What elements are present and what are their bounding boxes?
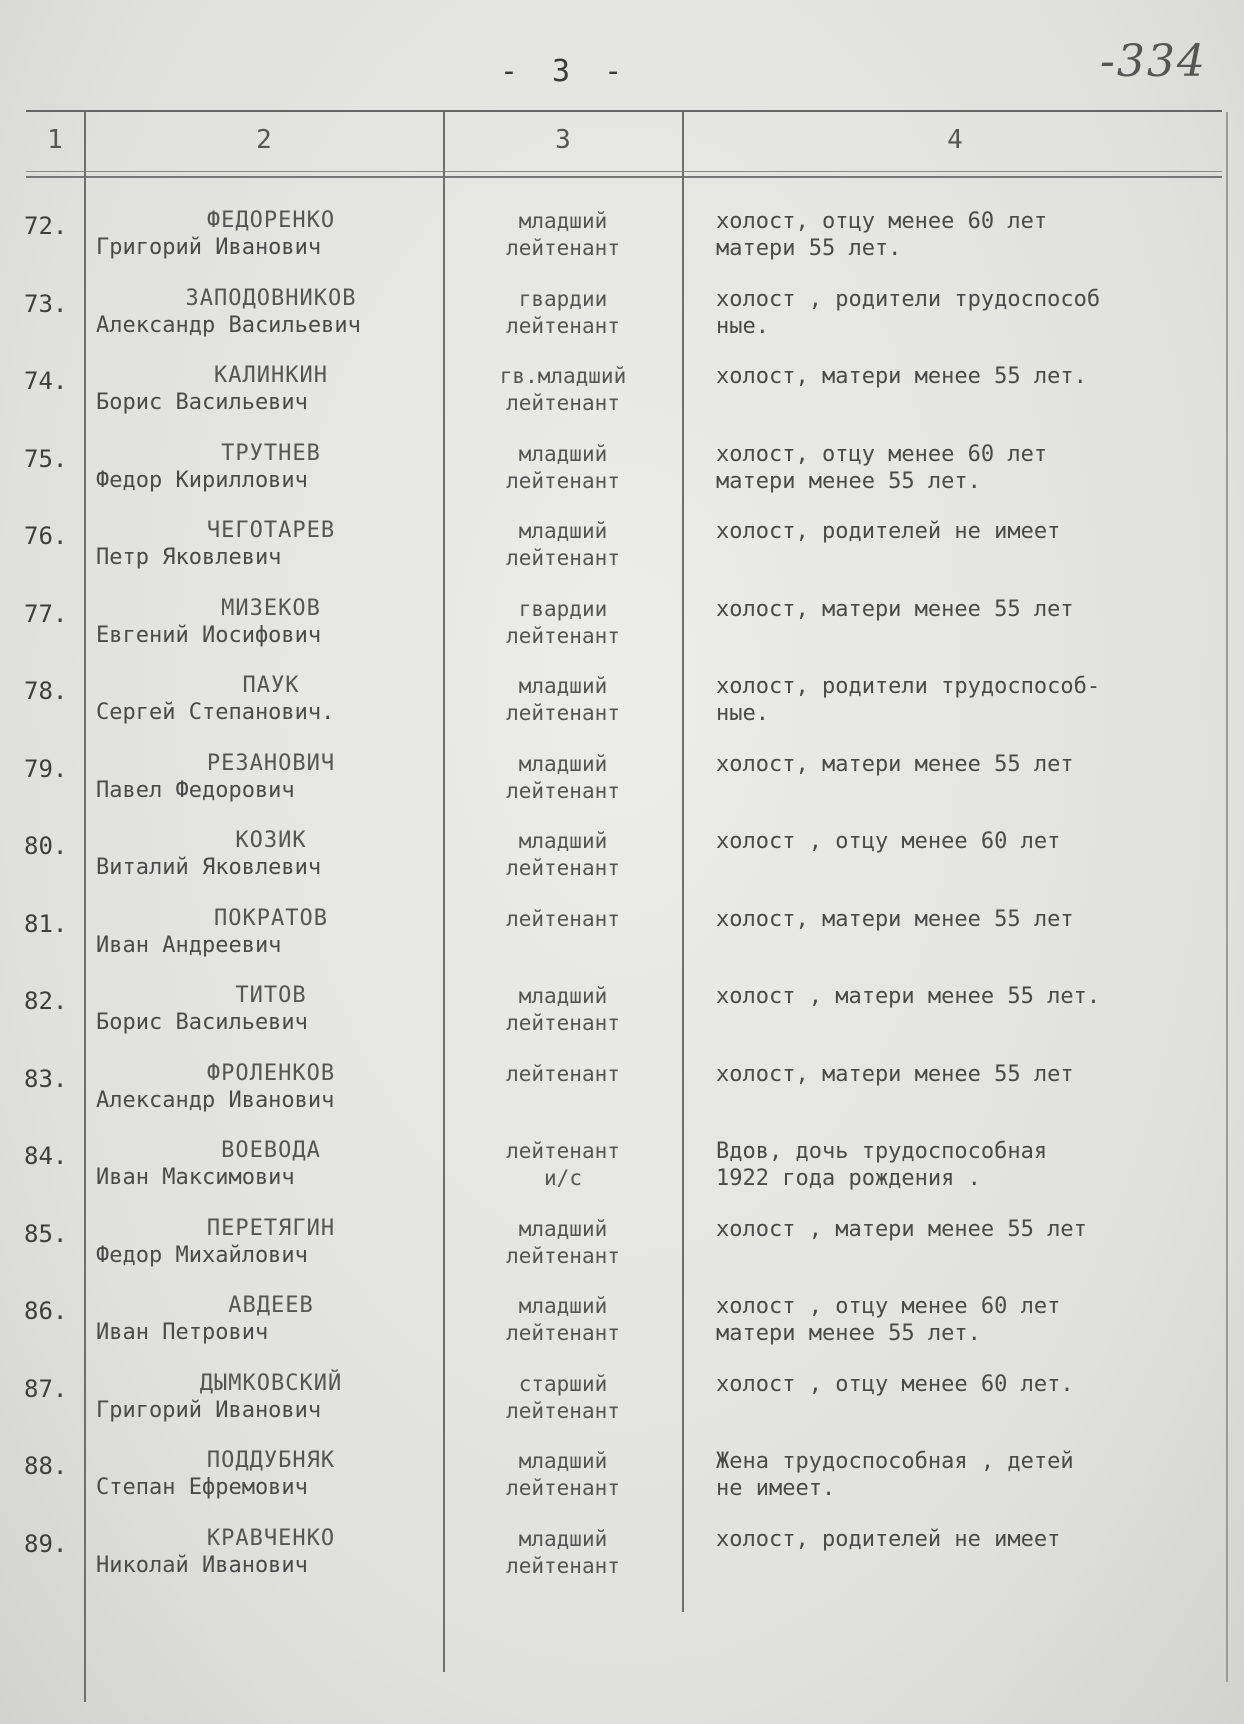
- rank-line: гвардии: [518, 286, 608, 311]
- table-row: [0, 906, 1244, 984]
- row-number: 87.: [24, 1374, 68, 1403]
- rank: [445, 286, 681, 340]
- row-number: 78.: [24, 677, 68, 705]
- table-row: [0, 673, 1244, 751]
- status-line: холост , отцу менее 60 лет: [716, 829, 1061, 854]
- family-status: [716, 286, 1221, 340]
- rank-line: старший: [518, 1371, 608, 1396]
- given-name: Григорий Иванович: [96, 1397, 322, 1423]
- status-line: холост , матери менее 55 лет.: [716, 984, 1101, 1009]
- given-name: Александр Васильевич: [96, 312, 361, 338]
- surname: ЗАПОДОВНИКОВ: [185, 285, 357, 311]
- rank: [445, 906, 681, 933]
- surname: ПОДДУБНЯК: [206, 1448, 336, 1473]
- rank-line: младший: [518, 209, 608, 233]
- row-number: 79.: [24, 754, 68, 783]
- status-line: ные.: [716, 313, 769, 339]
- family-status: [716, 518, 1221, 545]
- rank: [445, 1138, 681, 1192]
- given-name: Виталий Яковлевич: [96, 855, 322, 880]
- rank-line: лейтенант: [506, 1398, 620, 1423]
- rank: [445, 828, 681, 882]
- status-line: холост, отцу менее 60 лет: [716, 441, 1048, 467]
- row-number: 77.: [24, 599, 68, 628]
- given-name: Сергей Степанович.: [96, 700, 335, 725]
- given-name: Евгений Иосифович: [96, 622, 322, 648]
- rank-line: лейтенант: [506, 313, 620, 338]
- status-line: не имеет.: [716, 1476, 836, 1501]
- row-number: 74.: [24, 367, 68, 395]
- family-status: [716, 1061, 1221, 1088]
- table-row: [0, 1526, 1244, 1604]
- status-line: холост, родителей не имеет: [716, 1526, 1061, 1552]
- surname: АВДЕЕВ: [228, 1293, 314, 1318]
- rank-line: лейтенант: [506, 1011, 620, 1035]
- rank: [445, 596, 681, 650]
- surname: ПАУК: [242, 673, 300, 698]
- rank-line: младший: [518, 984, 608, 1008]
- given-name: Иван Петрович: [96, 1320, 269, 1345]
- status-line: Вдов, дочь трудоспособная: [716, 1139, 1048, 1164]
- row-number: 72.: [24, 212, 68, 240]
- rank: [445, 363, 681, 417]
- row-number: 76.: [24, 522, 68, 550]
- family-status: [716, 673, 1221, 727]
- column-header-3: 3: [555, 125, 571, 155]
- rank: [445, 1293, 681, 1347]
- rank-line: младший: [518, 1449, 608, 1473]
- given-name: Федор Михайлович: [96, 1242, 308, 1268]
- row-number: 89.: [24, 1529, 68, 1558]
- rank-line: младший: [518, 519, 608, 543]
- table-row: [0, 596, 1244, 674]
- given-name: Борис Васильевич: [96, 1010, 308, 1035]
- rank-line: лейтенант: [506, 1061, 620, 1086]
- family-status: [716, 751, 1221, 778]
- status-line: матери менее 55 лет.: [716, 1321, 981, 1346]
- surname: МИЗЕКОВ: [221, 595, 321, 621]
- surname: РЕЗАНОВИЧ: [206, 750, 336, 776]
- rank-line: лейтенант: [506, 701, 620, 725]
- surname: ЧЕГОТАРЕВ: [206, 518, 336, 543]
- rank: [445, 673, 681, 727]
- table-row: [0, 828, 1244, 906]
- rank-line: лейтенант: [506, 1321, 620, 1345]
- row-number: 84.: [24, 1142, 68, 1170]
- archive-number: -334: [1100, 36, 1207, 87]
- given-name: Григорий Иванович: [96, 235, 322, 260]
- surname: КРАВЧЕНКО: [206, 1525, 336, 1551]
- row-number: 80.: [24, 832, 68, 860]
- rank: [445, 208, 681, 262]
- given-name: Иван Максимович: [96, 1165, 295, 1190]
- rank-line: младший: [518, 1526, 608, 1551]
- family-status: [716, 363, 1221, 390]
- table-row: [0, 208, 1244, 286]
- rank: [445, 1216, 681, 1270]
- header-rule: [26, 171, 1222, 172]
- rank-line: лейтенант: [506, 236, 620, 260]
- rank: [445, 1371, 681, 1425]
- family-status: [716, 1138, 1221, 1192]
- surname: ДЫМКОВСКИЙ: [199, 1370, 343, 1396]
- personnel-table: [0, 208, 1244, 1603]
- status-line: холост , отцу менее 60 лет.: [716, 1371, 1074, 1397]
- rank-line: младший: [518, 829, 608, 853]
- status-line: матери 55 лет.: [716, 236, 902, 261]
- given-name: Степан Ефремович: [96, 1475, 308, 1500]
- family-status: [716, 906, 1221, 933]
- rank-line: лейтенант: [506, 1243, 620, 1268]
- rank-line: младший: [518, 751, 608, 776]
- status-line: холост, матери менее 55 лет: [716, 1061, 1074, 1087]
- family-status: [716, 1216, 1221, 1243]
- rank: [445, 1061, 681, 1088]
- surname: ФРОЛЕНКОВ: [206, 1060, 336, 1086]
- surname: ТРУТНЕВ: [221, 440, 321, 466]
- rank-line: лейтенант: [506, 546, 620, 570]
- rank-line: лейтенант: [506, 856, 620, 880]
- given-name: Петр Яковлевич: [96, 545, 282, 570]
- status-line: матери менее 55 лет.: [716, 468, 981, 494]
- rank-line: лейтенант: [506, 623, 620, 648]
- header-double-rule: [26, 176, 1222, 178]
- surname: КОЗИК: [235, 828, 307, 853]
- family-status: [716, 208, 1221, 262]
- rank-line: лейтенант: [506, 906, 620, 931]
- given-name: Иван Андреевич: [96, 932, 282, 958]
- table-top-rule: [26, 110, 1222, 112]
- rank-line: младший: [518, 1294, 608, 1318]
- family-status: [716, 1293, 1221, 1347]
- given-name: Николай Иванович: [96, 1552, 308, 1578]
- rank-line: гвардии: [518, 596, 608, 621]
- table-row: [0, 363, 1244, 441]
- surname: КАЛИНКИН: [214, 363, 328, 388]
- page-number: - 3 -: [499, 54, 631, 89]
- rank: [445, 441, 681, 495]
- row-number: 82.: [24, 987, 68, 1015]
- status-line: холост, родители трудоспособ-: [716, 674, 1101, 699]
- rank: [445, 751, 681, 805]
- given-name: Борис Васильевич: [96, 390, 308, 415]
- family-status: [716, 1448, 1221, 1502]
- row-number: 83.: [24, 1064, 68, 1093]
- family-status: [716, 1371, 1221, 1398]
- table-row: [0, 518, 1244, 596]
- row-number: 86.: [24, 1297, 68, 1325]
- status-line: холост, родителей не имеет: [716, 519, 1061, 544]
- table-row: [0, 286, 1244, 364]
- family-status: [716, 828, 1221, 855]
- table-row: [0, 983, 1244, 1061]
- rank: [445, 518, 681, 572]
- table-row: [0, 1138, 1244, 1216]
- rank: [445, 1448, 681, 1502]
- family-status: [716, 441, 1221, 495]
- rank-line: младший: [518, 1216, 608, 1241]
- rank-line: гв.младший: [499, 364, 627, 388]
- row-number: 88.: [24, 1452, 68, 1480]
- surname: ФЕДОРЕНКО: [206, 208, 336, 233]
- status-line: холост, матери менее 55 лет.: [716, 364, 1087, 389]
- column-header-4: 4: [947, 125, 963, 155]
- column-header-2: 2: [256, 125, 272, 155]
- status-line: холост , отцу менее 60 лет: [716, 1294, 1061, 1319]
- family-status: [716, 983, 1221, 1010]
- status-line: Жена трудоспособная , детей: [716, 1449, 1074, 1474]
- rank-line: младший: [518, 441, 608, 466]
- status-line: холост, матери менее 55 лет: [716, 906, 1074, 932]
- table-row: [0, 1448, 1244, 1526]
- rank-line: лейтенант: [506, 391, 620, 415]
- row-number: 85.: [24, 1219, 68, 1248]
- table-row: [0, 441, 1244, 519]
- rank-line: младший: [518, 674, 608, 698]
- status-line: холост, отцу менее 60 лет: [716, 209, 1048, 234]
- table-row: [0, 1293, 1244, 1371]
- given-name: Александр Иванович: [96, 1087, 335, 1113]
- rank-line: лейтенант: [506, 1139, 620, 1163]
- status-line: 1922 года рождения .: [716, 1166, 981, 1191]
- rank-line: лейтенант: [506, 778, 620, 803]
- rank-line: и/с: [544, 1166, 582, 1190]
- family-status: [716, 596, 1221, 623]
- rank-line: лейтенант: [506, 468, 620, 493]
- row-number: 73.: [24, 289, 68, 318]
- table-row: [0, 751, 1244, 829]
- row-number: 75.: [24, 444, 68, 473]
- status-line: холост , родители трудоспособ: [716, 286, 1101, 312]
- status-line: ные.: [716, 701, 769, 726]
- given-name: Павел Федорович: [96, 777, 295, 803]
- status-line: холост , матери менее 55 лет: [716, 1216, 1087, 1242]
- table-row: [0, 1371, 1244, 1449]
- rank: [445, 1526, 681, 1580]
- surname: ПЕРЕТЯГИН: [206, 1215, 336, 1241]
- rank-line: лейтенант: [506, 1553, 620, 1578]
- rank: [445, 983, 681, 1037]
- family-status: [716, 1526, 1221, 1553]
- surname: ПОКРАТОВ: [214, 905, 328, 931]
- surname: ТИТОВ: [235, 983, 307, 1008]
- rank-line: лейтенант: [506, 1476, 620, 1500]
- column-header-1: 1: [47, 125, 63, 155]
- table-row: [0, 1216, 1244, 1294]
- table-row: [0, 1061, 1244, 1139]
- status-line: холост, матери менее 55 лет: [716, 751, 1074, 777]
- status-line: холост, матери менее 55 лет: [716, 596, 1074, 622]
- given-name: Федор Кириллович: [96, 467, 308, 493]
- row-number: 81.: [24, 909, 68, 938]
- surname: ВОЕВОДА: [221, 1138, 321, 1163]
